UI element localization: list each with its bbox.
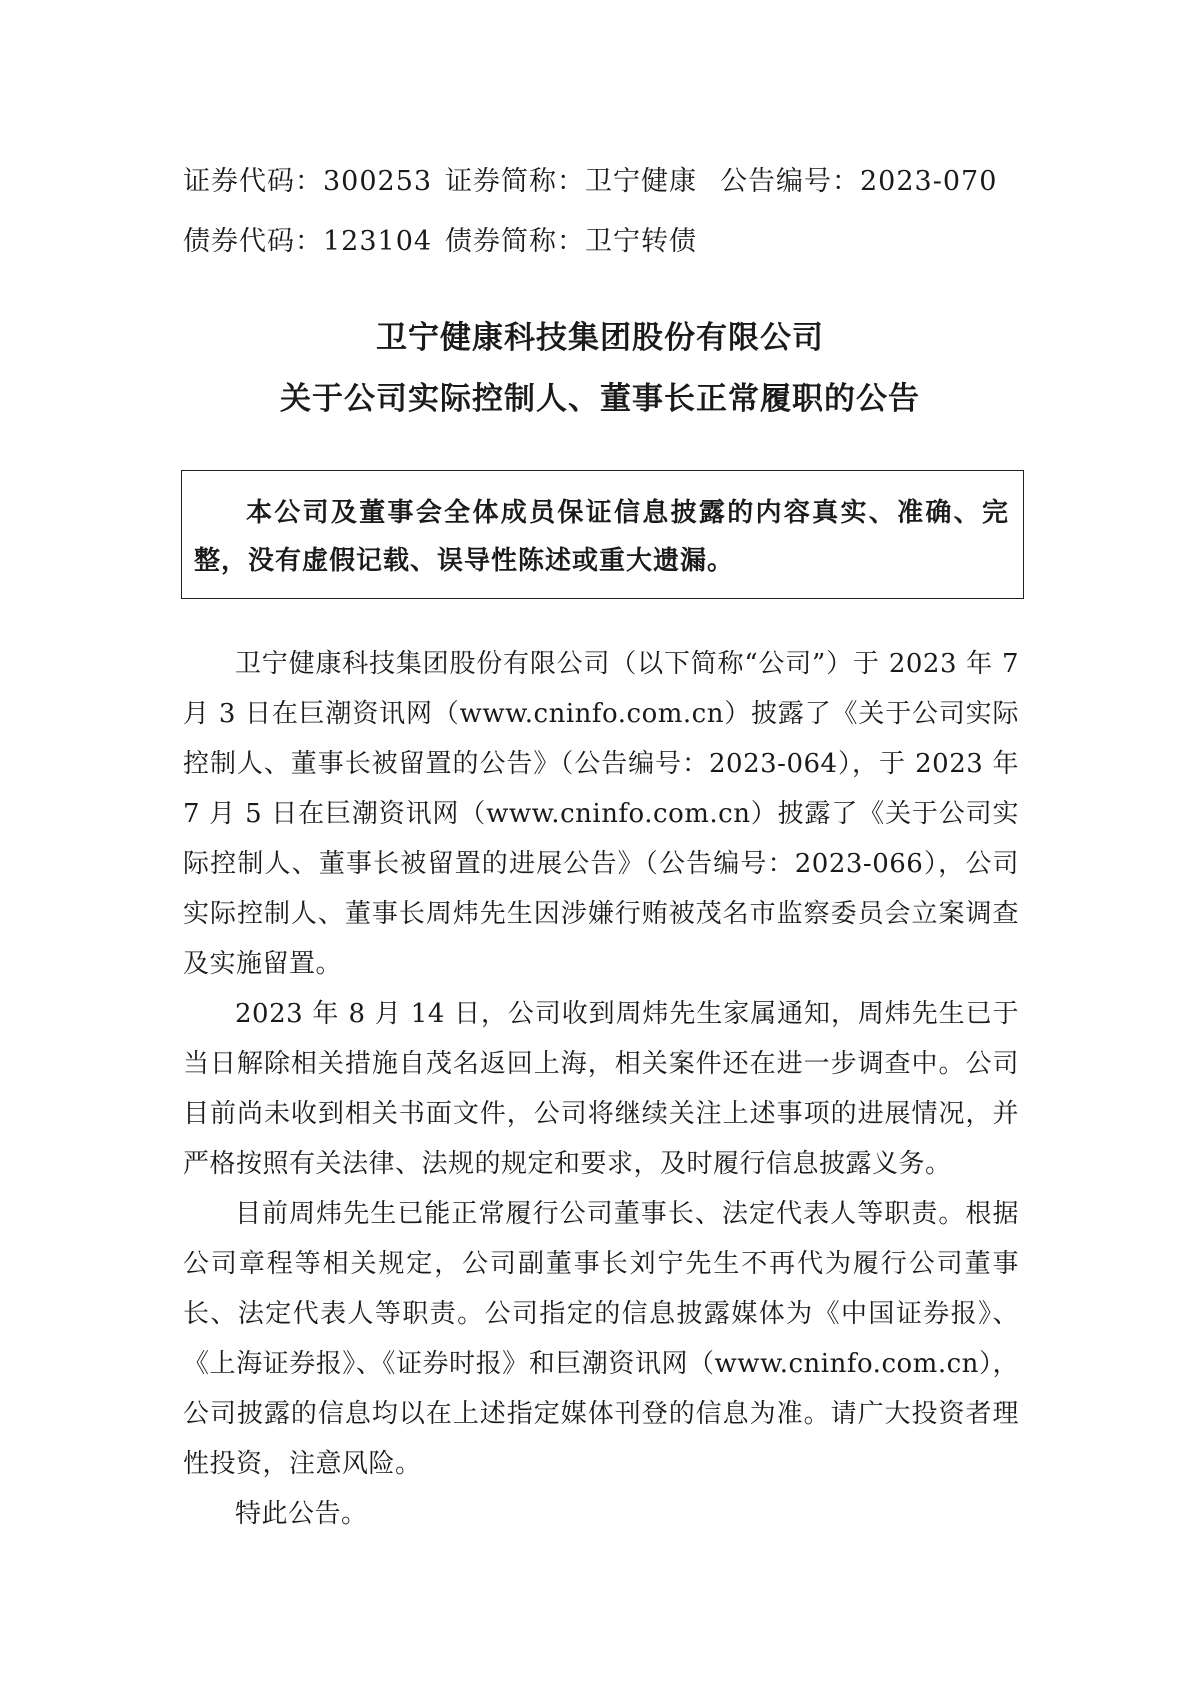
stock-name: 证券简称：卫宁健康 <box>445 166 697 197</box>
company-name-title: 卫宁健康科技集团股份有限公司 <box>376 320 824 356</box>
board-guarantee-notice: 本公司及董事会全体成员保证信息披露的内容真实、准确、完整，没有虚假记载、误导性陈述或重大遗漏。 <box>181 470 1024 599</box>
announcement-body <box>183 639 1019 1539</box>
body-paragraph-1: 卫宁健康科技集团股份有限公司（以下简称“公司”）于 2023 年 7 月 3 日在巨潮资讯网（www.cninfo.com.cn）披露了《关于公司实际控制人、董事长被留置的公告》（公告编号：2023-064），于 2023 年 7 月 5 日在巨潮资讯网（www.cninfo.com.cn）披露了《关于公司实际控制人、董事长被留置的进展公告》（公告编号：2023-066），公司实际控制人、董事长周炜先生因涉嫌行贿被茂名市监察委员会立案调查及实施留置。 <box>183 649 1019 979</box>
bond-code: 债券代码：123104 <box>183 226 433 257</box>
body-paragraph-3: 目前周炜先生已能正常履行公司董事长、法定代表人等职责。根据公司章程等相关规定，公司副董事长刘宁先生不再代为履行公司董事长、法定代表人等职责。公司指定的信息披露媒体为《中国证券报》、《上海证券报》、《证券时报》和巨潮资讯网（www.cninfo.com.cn），公司披露的信息均以在上述指定媒体刊登的信息为准。请广大投资者理性投资，注意风险。 <box>183 1199 1019 1479</box>
body-paragraph-2: 2023 年 8 月 14 日，公司收到周炜先生家属通知，周炜先生已于当日解除相关措施自茂名返回上海，相关案件还在进一步调查中。公司目前尚未收到相关书面文件，公司将继续关注上述事项的进展情况，并严格按照有关法律、法规的规定和要求，及时履行信息披露义务。 <box>183 999 1019 1179</box>
closing-statement: 特此公告。 <box>235 1499 368 1529</box>
bond-name: 债券简称：卫宁转债 <box>445 226 697 257</box>
stock-code: 证券代码：300253 <box>183 166 433 197</box>
announcement-title: 关于公司实际控制人、董事长正常履职的公告 <box>280 381 920 417</box>
announcement-number: 公告编号：2023-070 <box>720 166 998 197</box>
